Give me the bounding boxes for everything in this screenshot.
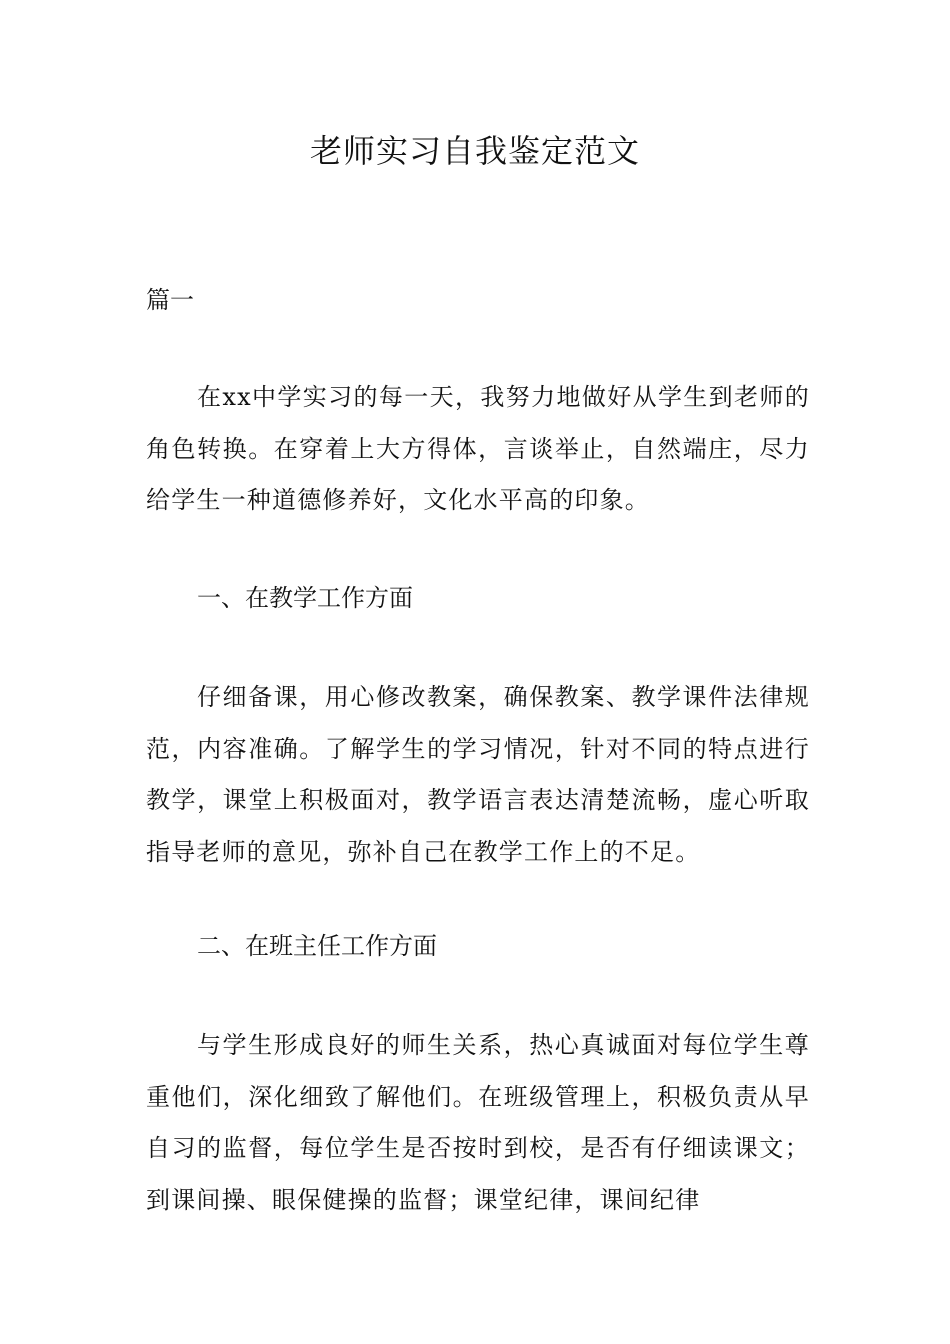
paragraph-teaching-work: 仔细备课，用心修改教案，确保教案、教学课件法律规范，内容准确。了解学生的学习情况，针对不同的特点进行教学，课堂上积极面对，教学语言表达清楚流畅，虚心听取指导老师的意见，弥补自己在教学工作上的不足。 bbox=[146, 683, 810, 866]
heading-class-teacher-work: 二、在班主任工作方面 bbox=[197, 932, 437, 960]
document-title: 老师实习自我鉴定范文 bbox=[309, 132, 640, 170]
section-label: 篇一 bbox=[146, 286, 194, 314]
paragraph-class-teacher-work: 与学生形成良好的师生关系，热心真诚面对每位学生尊重他们，深化细致了解他们。在班级管理上，积极负责从早自习的监督，每位学生是否按时到校，是否有仔细读课文；到课间操、眼保健操的监督；课堂纪律，课间纪律 bbox=[146, 1031, 810, 1214]
paragraph-intro: 在xx中学实习的每一天，我努力地做好从学生到老师的角色转换。在穿着上大方得体，言谈举止，自然端庄，尽力给学生一种道德修养好，文化水平高的印象。 bbox=[146, 383, 810, 515]
heading-teaching-work: 一、在教学工作方面 bbox=[197, 584, 413, 612]
